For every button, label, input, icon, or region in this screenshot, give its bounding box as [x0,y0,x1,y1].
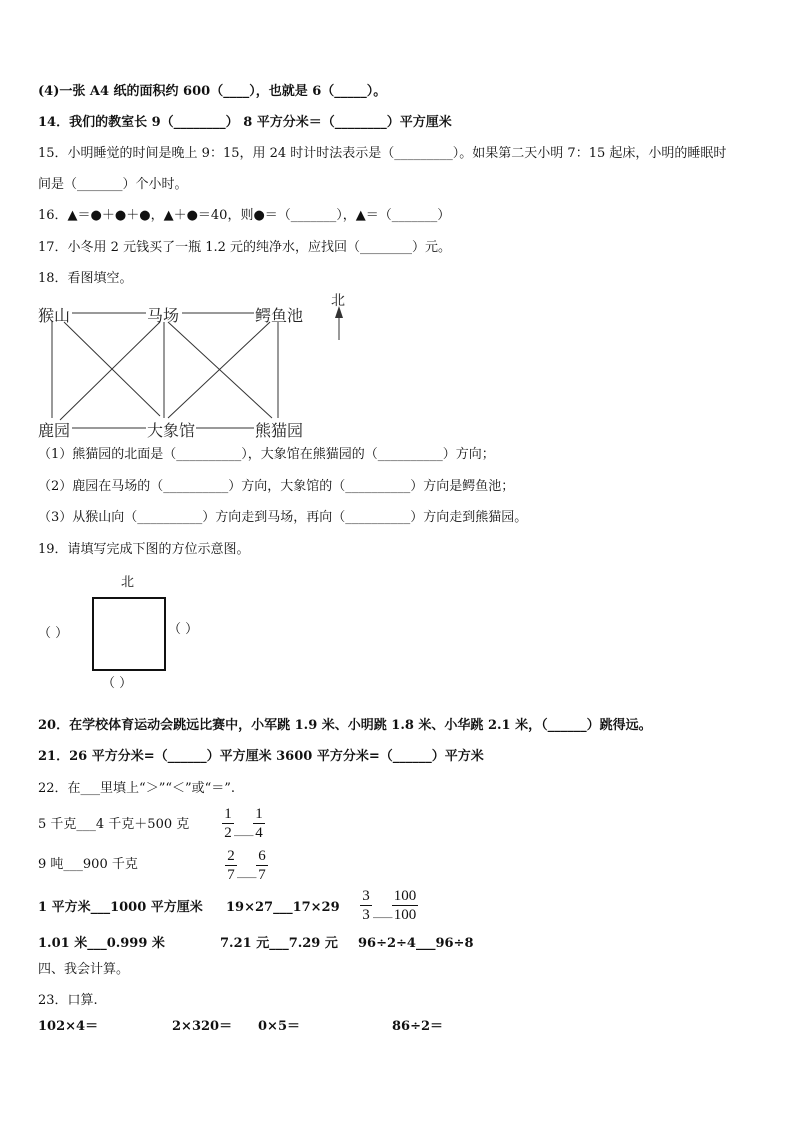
question-20: 20．在学校体育运动会跳远比赛中，小军跳 1.9 米、小明跳 1.8 米、小华跳 2.1 米，（______）跳得远。 [38,718,652,733]
place-deer-park: 鹿园 [38,421,71,440]
fraction-one-quarter: 1 4 [253,806,265,841]
compare-product: 19×27___17×29 [226,900,340,915]
question-16: 16．▲＝●＋●＋●，▲＋●＝40，则●＝（_______），▲＝（_______） [38,208,451,223]
compare-division: 96÷2÷4___96÷8 [358,936,474,951]
question-18-1: （1）熊猫园的北面是（__________），大象馆在熊猫园的（__________）方向； [38,447,495,462]
place-horse-farm: 马场 [147,306,180,325]
question-14: 14．我们的教室长 9（________） 8 平方分米＝（________）平方厘米 [38,115,452,130]
question-15-line2: 间是（_______）个小时。 [38,177,188,192]
compare-area: 1 平方米___1000 平方厘米 [38,900,203,915]
place-crocodile-pool: 鳄鱼池 [255,306,304,325]
question-21: 21．26 平方分米=（______）平方厘米 3600 平方分米=（______）平方米 [38,749,484,764]
oral-calc-4: 86÷2＝ [392,1019,444,1034]
question-23-title: 23．口算. [38,993,98,1008]
fig19-bottom-blank: （ ） [102,676,133,691]
compare-blank: ___ [373,904,393,919]
section-4-heading: 四、我会计算。 [38,962,130,977]
place-monkey-hill: 猴山 [38,306,71,325]
oral-calc-2: 2×320＝ [172,1019,233,1034]
oral-calc-3: 0×5＝ [258,1019,300,1034]
fraction-two-sevenths: 2 7 [225,848,237,883]
fig19-right-blank: （ ） [168,622,199,637]
compare-money: 7.21 元___7.29 元 [220,936,338,951]
question-18-title: 18．看图填空。 [38,271,133,286]
question-15-line1: 15．小明睡觉的时间是晚上 9：15，用 24 时计时法表示是（_________）。如果第二天小明 7：15 起床，小明的睡眠时 [38,146,727,161]
question-18-2: （2）鹿园在马场的（__________）方向，大象馆的（__________）方向是鳄鱼池； [38,479,515,494]
compare-blank: ___ [237,864,257,879]
fraction-one-half: 1 2 [222,806,234,841]
place-elephant-house: 大象馆 [147,421,196,440]
question-18-3: （3）从猴山向（__________）方向走到马场，再向（__________）方向走到熊猫园。 [38,510,528,525]
question-17: 17．小冬用 2 元钱买了一瓶 1.2 元的纯净水，应找回（________）元。 [38,240,452,255]
oral-calc-1: 102×4＝ [38,1019,99,1034]
compare-length: 1.01 米___0.999 米 [38,936,165,951]
fig19-left-blank: （ ） [38,626,69,641]
question-4-a4-paper: (4)一张 A4 纸的面积约 600（____），也就是 6（_____）。 [38,84,387,99]
fraction-six-sevenths: 6 7 [256,848,268,883]
place-panda-park: 熊猫园 [255,421,304,440]
compare-mass-1: 5 千克___4 千克＋500 克 [38,817,190,832]
direction-square [93,598,165,670]
fraction-three-thirds: 3 3 [360,888,372,923]
fraction-hundred-hundredths: 100 100 [393,888,417,923]
question-22-title: 22．在___里填上“＞”“＜”或“＝”. [38,781,236,796]
compare-blank: ___ [234,822,254,837]
fig19-north-label: 北 [121,575,135,590]
compare-mass-2: 9 吨___900 千克 [38,857,138,872]
north-label: 北 [331,293,345,309]
question-19-title: 19．请填写完成下图的方位示意图。 [38,542,250,557]
